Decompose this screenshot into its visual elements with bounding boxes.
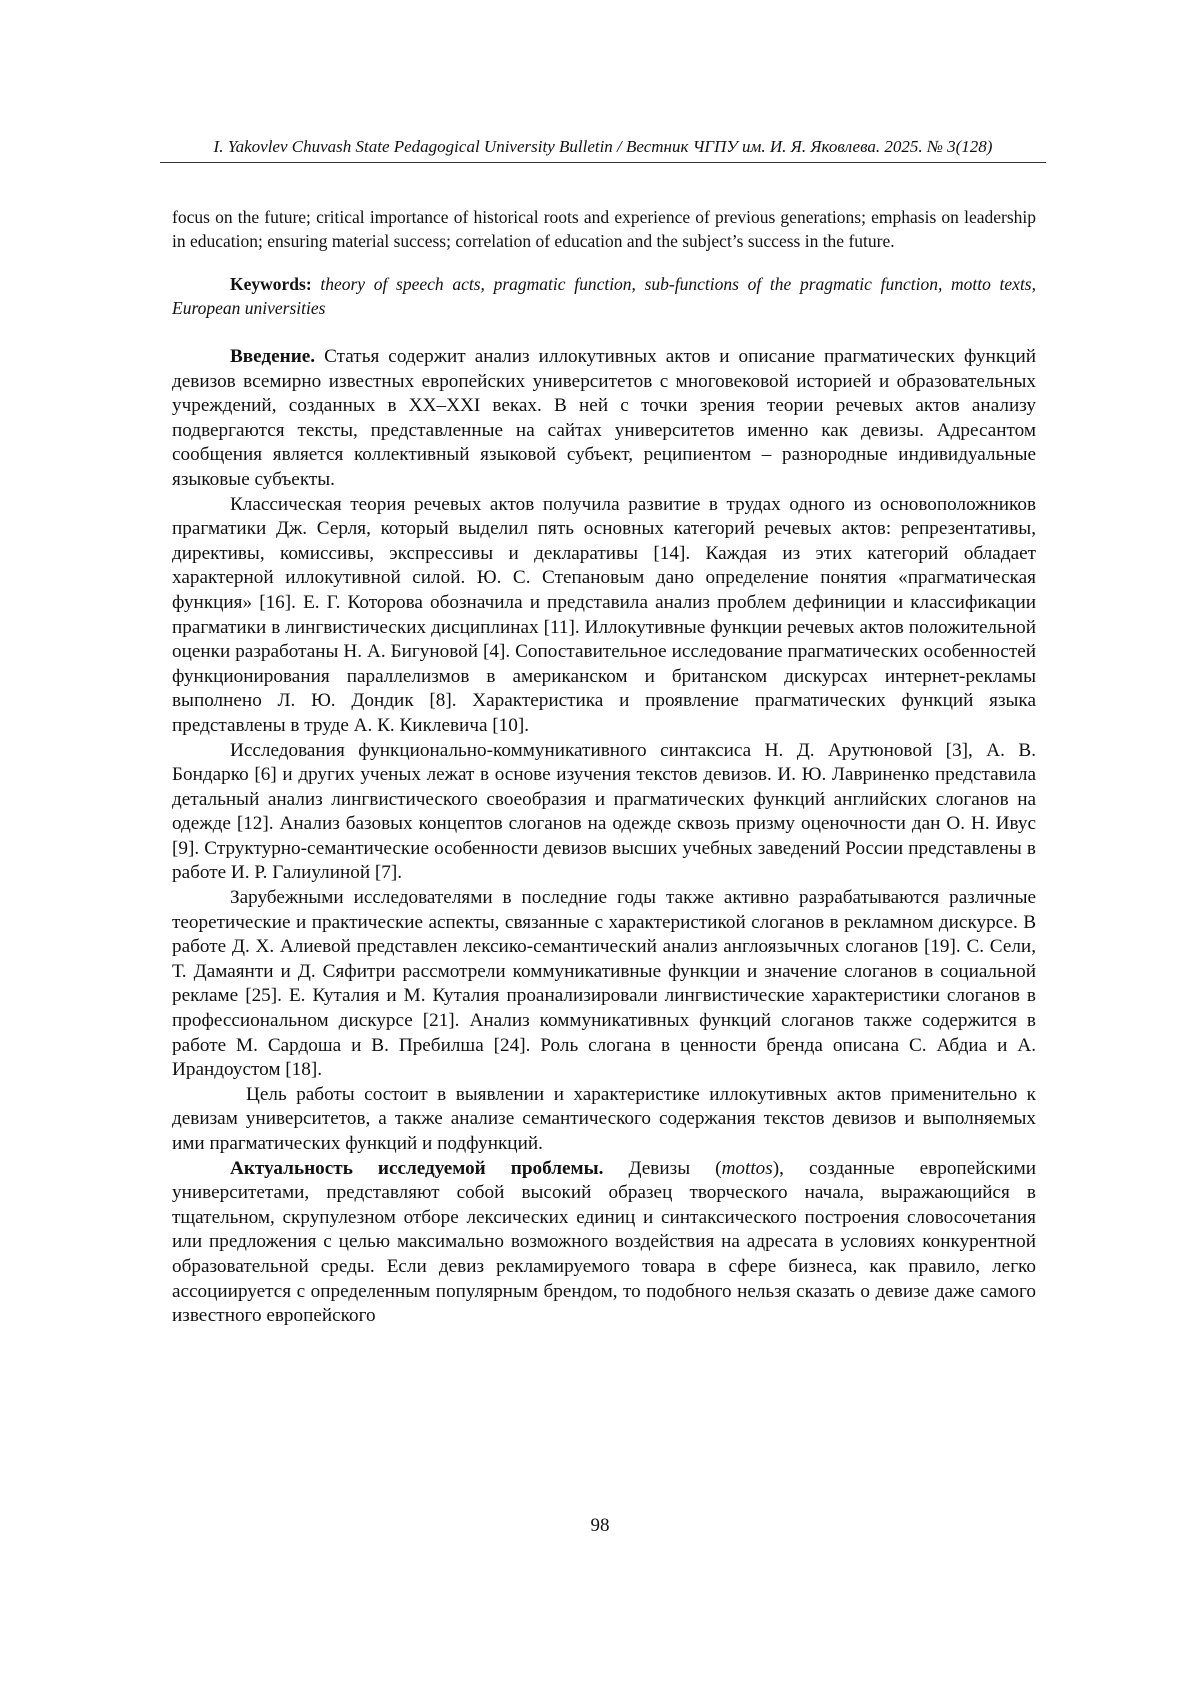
body-paragraph: Классическая теория речевых актов получила развитие в трудах одного из основоположников прагматики Дж. Серля, который выделил пять основных категорий речевых актов: репрезентативы, директивы, комиссивы, экспрессивы и декларативы [14]. Каждая из этих категорий обладает характерной иллокутивной силой. Ю. С. Степановым дано определение понятия «прагматическая функция» [16]. Е. Г. Которова обозначила и представила анализ проблем дефиниции и классификации прагматики в лингвистических дисциплинах [11]. Иллокутивные функции речевых актов положительной оценки разработаны Н. А. Бигуновой [4]. Сопоставительное исследование прагматических особенностей функционирования параллелизмов в американском и британском дискурсах интернет-рекламы выполнено Л. Ю. Дондик [8]. Характеристика и проявление прагматических функций языка представлены в труде А. К. Киклевича [10]. [172, 493, 1036, 736]
intro-paragraph [172, 345, 1036, 493]
relevance-text: Девизы ( [628, 1157, 722, 1179]
intro-heading: Введение. [230, 346, 316, 367]
relevance-term: mottos [721, 1157, 773, 1179]
goal-paragraph: Цель работы состоит в выявлении и характеристике иллокутивных актов применительно к девизам университетов, а также анализе семантического содержания текстов девизов и выполняемых ими прагматических функций и подфункций. [172, 1083, 1036, 1154]
body-paragraph: Зарубежными исследователями в последние годы также активно разрабатываются различные теоретические и практические аспекты, связанные с характеристикой слоганов в рекламном дискурсе. В работе Д. Х. Алиевой представлен лексико-семантический анализ англоязычных слоганов [19]. С. Сели, Т. Дамаянти и Д. Сяфитри рассмотрели коммуникативные функции и значение слоганов в социальной рекламе [25]. Е. Куталия и М. Куталия проанализировали лингвистические характеристики слоганов в профессиональном дискурсе [21]. Анализ коммуникативных функций слоганов также содержится в работе М. Сардоша и В. Пребилша [24]. Роль слогана в ценности бренда описана С. Абдиа и А. Ирандоустом [18]. [172, 887, 1036, 1081]
relevance-heading: Актуальность исследуемой проблемы. [230, 1157, 604, 1179]
abstract-tail: focus on the future; critical importance of historical roots and experience of previous generations; emphasis on leadership in education; ensuring material success; correlation of education and the subject’s success in the future. [172, 207, 1036, 251]
keywords-label: Keywords: [230, 274, 312, 294]
body-paragraph: Исследования функционально-коммуникативного синтаксиса Н. Д. Арутюновой [3], А. В. Бондарко [6] и других ученых лежат в основе изучения текстов девизов. И. Ю. Лавриненко представила детальный анализ лингвистического своеобразия и прагматических функций английских слоганов на одежде [12]. Анализ базовых концептов слоганов на одежде сквозь призму оценочности дан О. Н. Ивус [9]. Структурно-семантические особенности девизов высших учебных заведений России представлены в работе И. Р. Галиулиной [7]. [172, 739, 1036, 884]
page-number: 98 [590, 1515, 610, 1536]
page-content [172, 206, 1036, 1329]
header-rule [160, 162, 1046, 163]
relevance-text-continued: ), созданные европейскими университетами, представляют собой высокий образец творческого начала, выражающийся в тщательном, скрупулезном отборе лексических единиц и синтаксического построения словосочетания или предложения с целью максимально возможного воздействия на адресата в условиях конкурентной образовательной среды. Если девиз рекламируемого товара в сфере бизнеса, как правило, легко ассоциируется с определенным популярным брендом, то подобного нельзя сказать о девизе даже самого известного европейского [172, 1157, 1036, 1327]
running-header: I. Yakovlev Chuvash State Pedagogical University Bulletin / Вестник ЧГПУ им. И. Я. Яковлева. 2025. № 3(128) [213, 137, 993, 156]
keywords-paragraph [172, 273, 1036, 320]
keywords-text: theory of speech acts, pragmatic function, sub-functions of the pragmatic function, motto texts, European universities [172, 274, 1036, 318]
relevance-paragraph [172, 1157, 1036, 1329]
intro-text: Статья содержит анализ иллокутивных актов и описание прагматических функций девизов всемирно известных европейских университетов с многовековой историей и образовательных учреждений, созданных в XX–XXI веках. В ней с точки зрения теории речевых актов анализу подвергаются тексты, представленные на сайтах университетов именно как девизы. Адресантом сообщения является коллективный языковой субъект, реципиентом – разнородные индивидуальные языковые субъекты. [172, 346, 1037, 490]
article-body [172, 345, 1036, 1329]
